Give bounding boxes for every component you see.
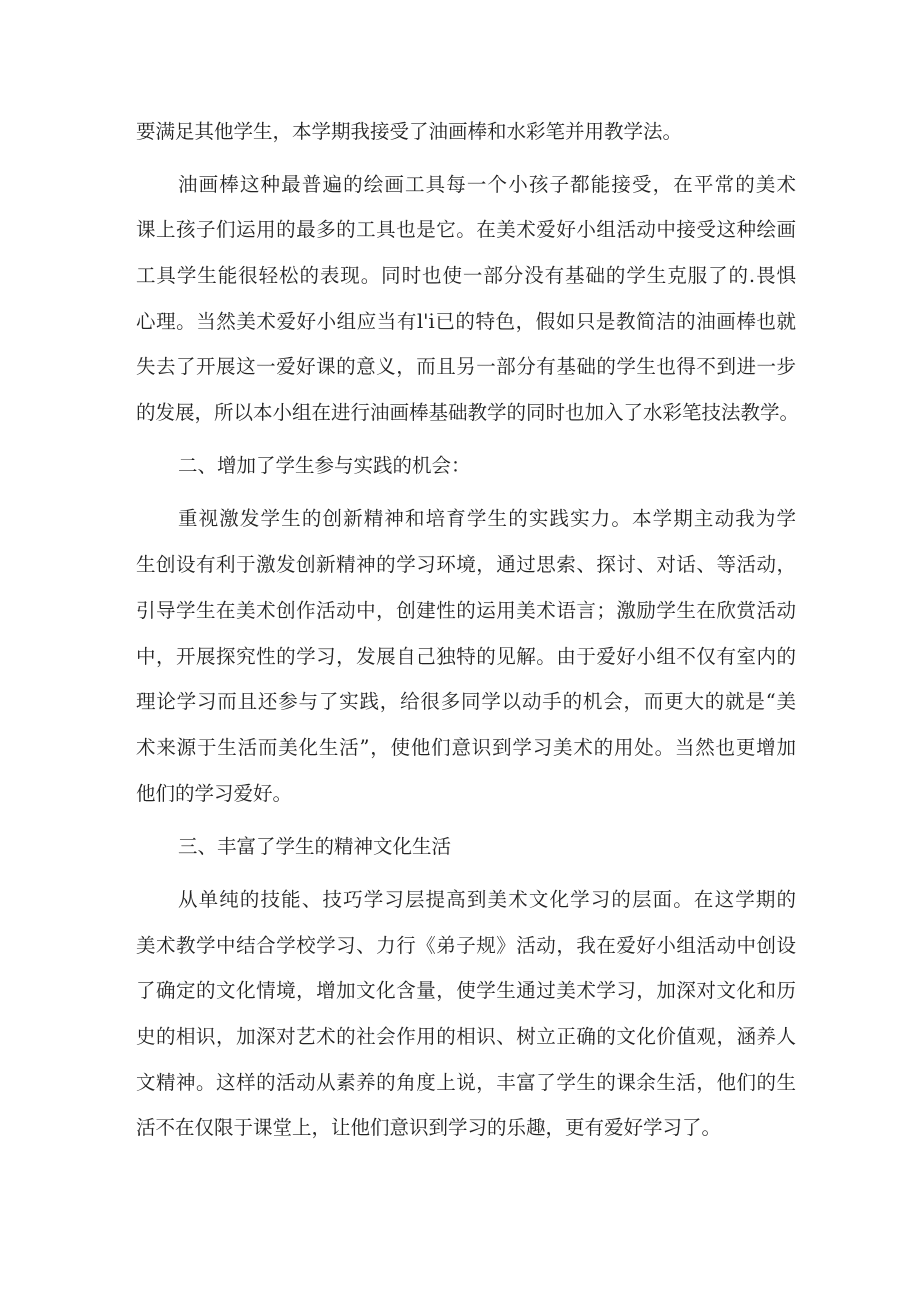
paragraph-line: 理论学习而且还参与了实践，给很多同学以动手的机会，而更大的就是“美: [136, 690, 796, 713]
paragraph-line: 史的相识，加深对艺术的社会作用的相识、树立正确的文化价值观，涵养人: [136, 1025, 796, 1048]
paragraph-line: 要满足其他学生，本学期我接受了油画棒和水彩笔并用教学法。: [136, 120, 683, 143]
paragraph-line: 术来源于生活而美化生活”，使他们意识到学习美术的用处。当然也更增加: [136, 736, 796, 759]
paragraph-line: 失去了开展这一爱好课的意义，而且另一部分有基础的学生也得不到进一步: [136, 355, 796, 378]
section-heading: 二、增加了学生参与实践的机会：: [178, 454, 471, 477]
paragraph-line: 引导学生在美术创作活动中，创建性的运用美术语言；激励学生在欣赏活动: [136, 599, 796, 622]
paragraph-line: 美术教学中结合学校学习、力行《弟子规》活动，我在爱好小组活动中创设: [136, 934, 796, 957]
paragraph-line: 文精神。这样的活动从素养的角度上说，丰富了学生的课余生活，他们的生: [136, 1071, 796, 1094]
paragraph-line: 的发展，所以本小组在进行油画棒基础教学的同时也加入了水彩笔技法教学。: [136, 401, 800, 424]
paragraph-line: 工具学生能很轻松的表现。同时也使一部分没有基础的学生克服了的.畏惧: [136, 264, 796, 287]
paragraph-line: 活不在仅限于课堂上，让他们意识到学习的乐趣，更有爱好学习了。: [136, 1116, 722, 1139]
paragraph-line: 油画棒这种最普遍的绘画工具每一个小孩子都能接受，在平常的美术: [178, 173, 796, 196]
paragraph-line: 从单纯的技能、技巧学习层提高到美术文化学习的层面。在这学期的: [178, 888, 796, 911]
paragraph-line: 中，开展探究性的学习，发展自己独特的见解。由于爱好小组不仅有室内的: [136, 645, 796, 668]
paragraph-line: 他们的学习爱好。: [136, 782, 293, 805]
paragraph-line: 心理。当然美术爱好小组应当有l'i已的特色，假如只是教简洁的油画棒也就: [136, 310, 796, 333]
paragraph-line: 了确定的文化情境，增加文化含量，使学生通过美术学习，加深对文化和历: [136, 979, 796, 1002]
paragraph-line: 生创设有利于激发创新精神的学习环境，通过思索、探讨、对话、等活动，: [136, 553, 796, 576]
paragraph-line: 课上孩子们运用的最多的工具也是它。在美术爱好小组活动中接受这种绘画: [136, 218, 796, 241]
section-heading: 三、丰富了学生的精神文化生活: [178, 835, 452, 858]
paragraph-line: 重视激发学生的创新精神和培育学生的实践实力。本学期主动我为学: [178, 507, 796, 530]
